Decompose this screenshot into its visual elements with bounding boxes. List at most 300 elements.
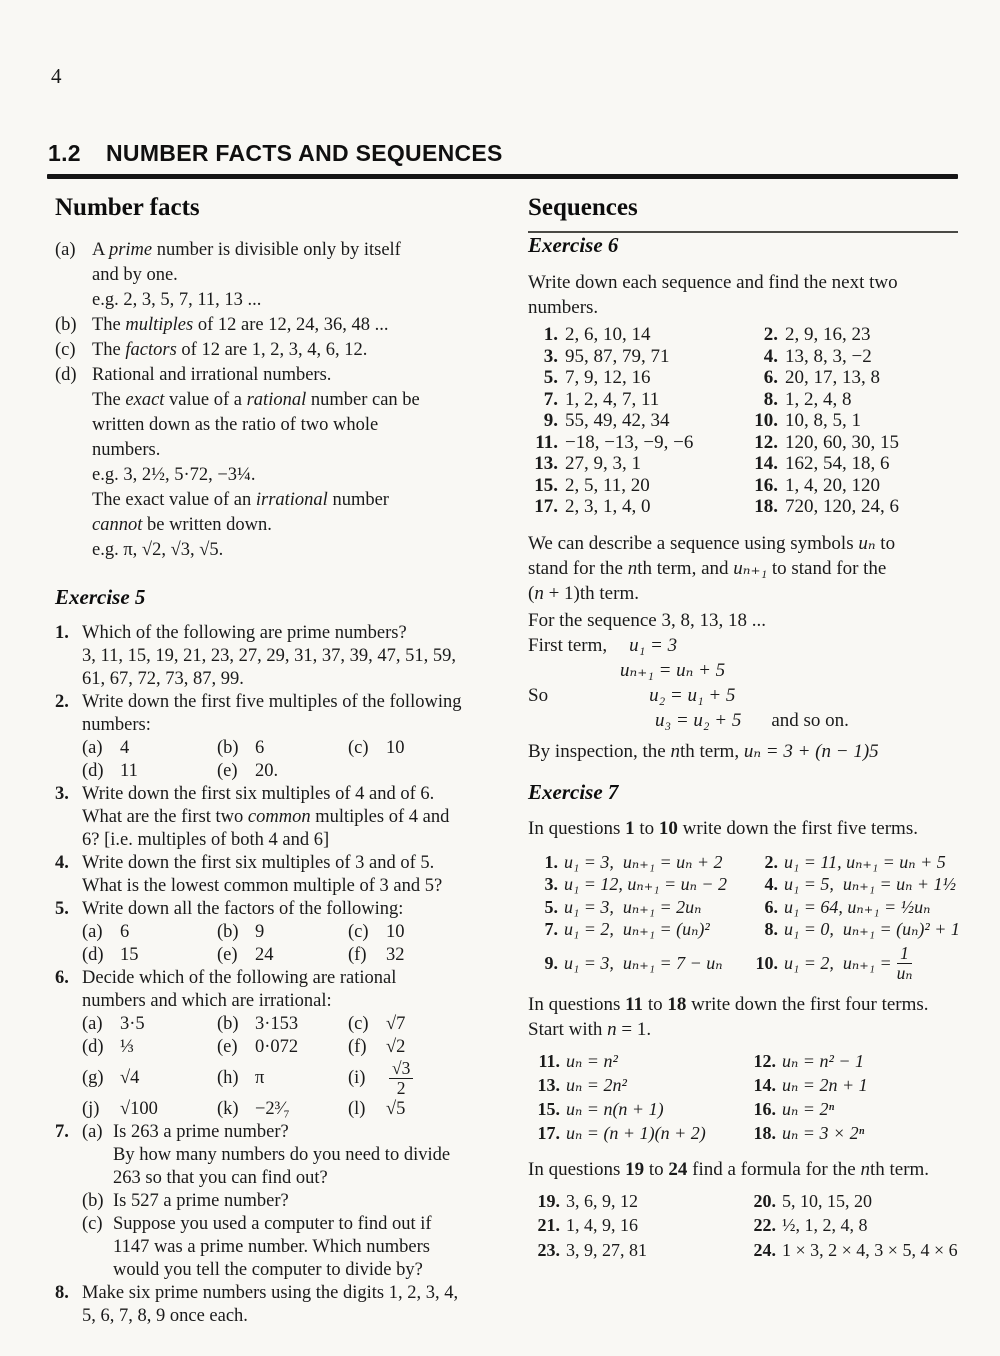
question-body [82,691,515,783]
question-body [82,967,515,1121]
question-4 [55,852,515,898]
text-segment: uₙ₊₁ [733,557,768,579]
text-segment: 19 [625,1158,645,1180]
option-label: (e) [217,945,238,965]
text-segment: 10 [658,817,678,839]
item-number: 5. [544,896,558,917]
item-label: (a) [55,240,76,260]
item-number: 12. [753,1050,776,1071]
question-body [82,898,515,967]
text-line [113,1167,515,1190]
sub-question-b [82,1190,515,1213]
formula: uₙ = 2n² [566,1074,627,1095]
text-line [92,238,515,263]
item-number: 11. [538,1050,560,1071]
exercise5-section [55,585,515,1328]
text-segment: th term, [679,740,744,762]
text-segment: value of a [164,390,247,410]
text-segment: stand for the [528,557,628,579]
sequence-values: 27, 9, 3, 1 [565,453,641,474]
option [217,1036,348,1059]
sequence-values: 120, 60, 30, 15 [785,431,899,453]
item-number: 19. [537,1190,560,1211]
text-segment: to [644,1158,669,1180]
option [348,1036,515,1059]
item-number: 16. [753,1098,776,1119]
text-line [113,1236,515,1259]
formula: u₁ = 5, uₙ₊₁ = uₙ + 1½ [784,874,957,894]
number-facts-heading: Number facts [55,194,200,221]
text-segment: to [875,532,896,554]
text-segment: n [860,1158,870,1180]
fraction-denominator: 2 [396,1078,406,1098]
text-line [82,875,515,898]
derivation-tail: and so on. [771,709,849,731]
text-segment: number is divisible only by itself [152,240,401,260]
options-grid [82,1013,515,1121]
section-number: 1.2 [48,140,81,166]
text-segment: prime [108,240,153,260]
derivation-line [528,708,964,733]
question-1 [55,622,515,691]
text-segment: We can describe a sequence using symbols [528,532,859,554]
options-grid [82,921,515,967]
option-value: π [255,1068,265,1088]
page-number: 4 [51,64,62,88]
item-number: 8. [763,388,778,410]
text-segment: numbers and which are irrational: [82,991,332,1011]
formula: uₙ = 2ⁿ [782,1098,835,1119]
option-label: (f) [348,1037,367,1057]
text-line [528,295,964,320]
exercise7-list-9-10 [528,944,964,983]
item-number: 3. [544,874,558,894]
item-number: 17. [534,496,558,517]
exercise7-heading: Exercise 7 [528,779,619,804]
item-number: 18. [754,496,778,517]
text-line [82,1282,515,1305]
sub-question-c [82,1213,515,1282]
formula: u₁ = 3, uₙ₊₁ = 2uₙ [564,896,702,917]
formula: uₙ = 3 × 2ⁿ [782,1122,865,1143]
text-segment: 11 [625,993,644,1015]
exercise7-intro-1 [528,816,964,841]
item-number: 16. [754,474,778,496]
text-line [528,556,964,581]
option-label: (b) [217,1014,239,1034]
exercise6-intro [528,270,964,320]
text-segment: 5, 6, 7, 8, 9 once each. [82,1306,248,1326]
option-label: (c) [348,922,369,942]
sub-question-body [113,1121,515,1190]
sequence-values: 5, 10, 15, 20 [782,1190,872,1211]
text-line [82,829,515,852]
exercise5-items [55,622,515,1328]
formula: u₁ = 64, uₙ₊₁ = ½uₙ [784,896,931,917]
text-segment: By inspection, the [528,740,671,762]
item-number: 20. [753,1190,776,1211]
sub-question-label: (b) [82,1191,104,1211]
question-3 [55,783,515,852]
text-segment: In questions [528,1158,626,1180]
item-number: 4. [764,874,778,894]
item-number: 13. [534,453,558,474]
text-segment: factors [125,340,177,360]
text-line [92,513,515,538]
text-segment: By how many numbers do you need to divide [113,1145,451,1165]
sequence-values: 7, 9, 12, 16 [565,367,651,388]
sequence-values: 162, 54, 18, 6 [785,453,890,474]
text-line [82,898,515,921]
item-number: 10. [754,410,778,431]
sequence-values: 720, 120, 24, 6 [785,496,899,517]
sub-question-a [82,1121,515,1190]
text-segment: What is the lowest common multiple of 3 and 5? [82,876,443,896]
text-segment: find a formula for the [687,1158,861,1180]
options-grid [82,737,515,783]
option-value: 0·072 [255,1037,299,1057]
option-label: (j) [82,1099,100,1119]
item-number: 18. [753,1122,776,1143]
sequence-values: 95, 87, 79, 71 [565,345,670,367]
sequence-values: 1, 4, 20, 120 [785,474,880,496]
sqrt3-over-2-fraction [389,1059,413,1098]
text-line [528,270,964,295]
text-line [113,1213,515,1236]
option-label: (i) [348,1068,366,1088]
question-6 [55,967,515,1121]
number-facts-item-b [55,313,515,338]
text-segment: Write down the first five multiples of the following [82,692,462,712]
text-segment: and by one. [92,265,178,285]
option-label: (e) [217,1037,238,1057]
text-segment: e.g. π, √2, √3, √5. [92,540,224,560]
sequence-values: 55, 49, 42, 34 [565,410,670,431]
text-segment: to stand for the [767,557,887,579]
text-line [528,581,964,606]
question-2 [55,691,515,783]
column-right [528,194,964,1262]
option-value: 10 [386,738,405,758]
question-body [82,1282,515,1328]
text-segment: th term. [869,1158,930,1180]
question-number: 5. [55,899,69,919]
question-body [82,622,515,691]
text-segment: Decide which of the following are rational [82,968,397,988]
option-label: (b) [217,922,239,942]
option-label: (d) [82,761,104,781]
text-line [82,990,515,1013]
option-value: √7 [386,1014,406,1034]
option-label: (e) [217,761,238,781]
item-number: 5. [543,367,558,388]
text-segment: Which of the following are prime numbers? [82,623,407,643]
item-number: 6. [763,367,778,388]
text-segment: common [247,807,311,827]
item-body [92,238,515,313]
option-value: 11 [120,761,138,781]
text-line [92,413,515,438]
text-segment: Write down the first six multiples of 3 and of 5. [82,853,435,873]
exercise7-intro-2b [528,1017,964,1042]
text-line [113,1259,515,1282]
text-segment: numbers. [528,297,599,318]
option-label: (c) [348,1014,369,1034]
derivation-label: First term, [528,634,608,656]
fraction-numerator: 1 [897,944,912,964]
item-number: 22. [753,1215,776,1235]
option-value: 10 [386,922,405,942]
text-segment: write down the first five terms. [677,817,918,839]
option [217,1013,348,1036]
symbols-paragraph [528,531,964,606]
formula-with-fraction [784,944,964,983]
text-line [82,806,515,829]
text-segment: multiples of 4 and [310,807,450,827]
question-body [82,783,515,852]
text-line [92,438,515,463]
text-segment: 18 [667,993,687,1015]
option-value: 32 [386,945,405,965]
option-value: 15 [120,945,139,965]
text-segment: e.g. 2, 3, 5, 7, 11, 13 ... [92,290,262,310]
option [348,921,515,944]
item-number: 23. [537,1239,560,1260]
option [82,760,217,783]
text-segment: 263 so that you can find out? [113,1168,328,1188]
text-segment: 61, 67, 72, 73, 87, 99. [82,669,244,689]
item-number: 1. [543,324,558,345]
exercise7-list-11-18 [528,1049,964,1145]
section-rule [47,174,958,179]
text-line [82,1305,515,1328]
text-line [92,313,515,338]
option [348,1098,515,1121]
item-number: 14. [754,453,778,474]
option-label: (k) [217,1099,239,1119]
sequence-values: 2, 6, 10, 14 [565,324,651,345]
text-segment: In questions [528,993,626,1015]
text-segment: of 12 are 1, 2, 3, 4, 6, 12. [176,340,368,360]
formula: u₃ = u₂ + 5 [655,709,742,731]
option [217,1067,348,1090]
option [82,944,217,967]
text-segment: rational [246,390,307,410]
text-segment: n [534,582,544,604]
derivation-conclusion [528,739,964,764]
option-label: (d) [82,945,104,965]
text-segment: numbers. [92,440,161,460]
text-segment: would you tell the computer to divide by? [113,1260,423,1280]
formula: uₙ = (n + 1)(n + 2) [566,1122,706,1143]
text-line [82,714,515,737]
text-segment: numbers: [82,715,151,735]
option-value: −2³⁄₇ [255,1099,290,1119]
derivation-line [528,683,964,708]
formula: uₙ₊₁ = uₙ + 5 [620,659,726,681]
option-label: (l) [348,1099,366,1119]
item-number: 10. [755,952,778,973]
sub-question-label: (a) [82,1122,103,1142]
option-value: 20. [255,761,279,781]
item-number: 7. [544,919,558,939]
text-segment: uₙ [858,532,876,554]
formula: u₁ = 12, uₙ₊₁ = uₙ − 2 [564,874,728,894]
option-value: √5 [386,1099,406,1119]
derivation-label: So [528,684,549,706]
question-number: 4. [55,853,69,873]
option-value: 6 [255,738,265,758]
formula: u₁ = 3 [629,634,678,656]
text-segment: written down as the ratio of two whole [92,415,379,435]
option-label: (d) [82,1037,104,1057]
text-segment: 6? [i.e. multiples of both 4 and 6] [82,830,330,850]
text-segment: = 1. [616,1018,652,1040]
option [217,737,348,760]
item-number: 2. [763,324,778,345]
item-number: 15. [534,474,558,496]
one-over-un-fraction [895,944,915,983]
option-label: (c) [348,738,369,758]
fraction-numerator: √3 [389,1059,413,1079]
text-segment: number [327,490,389,510]
text-line [82,691,515,714]
option [82,1098,217,1121]
derivation-line [528,658,964,683]
sequence-values: 1 × 3, 2 × 4, 3 × 5, 4 × 6 [782,1239,958,1260]
text-line [82,967,515,990]
text-segment: uₙ = 3 + (n − 1)5 [743,740,879,762]
number-facts-item-c [55,338,515,363]
option-value: √100 [120,1099,158,1119]
sub-question-label: (c) [82,1214,103,1234]
item-number: 11. [535,431,558,453]
formula: u₁ = 11, uₙ₊₁ = uₙ + 5 [784,851,946,872]
question-5 [55,898,515,967]
formula: u₁ = 2, uₙ₊₁ = [784,952,892,973]
sequence-values: 13, 8, 3, −2 [785,345,872,367]
text-segment: e.g. 3, 2½, 5·72, −3¼. [92,465,256,485]
question-7 [55,1121,515,1282]
item-number: 12. [754,431,778,453]
text-segment: 24 [668,1158,688,1180]
option-label: (a) [82,738,103,758]
option [82,921,217,944]
item-number: 17. [537,1122,560,1143]
text-line [113,1121,515,1144]
text-segment: 3, 11, 15, 19, 21, 23, 27, 29, 31, 37, 39, 47, 51, 59, [82,646,456,666]
text-segment: be written down. [142,515,272,535]
sequence-values: 20, 17, 13, 8 [785,367,880,388]
option-label: (a) [82,922,103,942]
text-segment: cannot [92,515,143,535]
option [82,737,217,760]
text-segment: 1147 was a prime number. Which numbers [113,1237,431,1257]
formula: uₙ = n(n + 1) [566,1098,664,1119]
text-segment: Write down all the factors of the following: [82,899,404,919]
text-line [92,263,515,288]
option-value: 9 [255,922,265,942]
text-line [92,463,515,488]
question-number: 6. [55,968,69,988]
item-number: 15. [537,1098,560,1119]
sequence-values: 1, 4, 9, 16 [566,1215,638,1235]
question-number: 2. [55,692,69,712]
text-segment: n [670,740,680,762]
text-segment: The exact value of an [92,490,256,510]
formula: u₁ = 2, uₙ₊₁ = (uₙ)² [564,919,710,939]
item-body [92,338,515,363]
text-line [92,488,515,513]
question-body [82,852,515,898]
question-number: 1. [55,623,69,643]
option-label: (g) [82,1068,104,1088]
formula: uₙ = 2n + 1 [782,1074,868,1095]
derivation-line: For the sequence 3, 8, 13, 18 ... [528,609,766,631]
text-segment: In questions [528,817,626,839]
derivation-block [528,608,964,764]
text-segment: n [607,1018,617,1040]
sequence-values: 1, 2, 4, 7, 11 [565,388,660,410]
sequence-values: 2, 9, 16, 23 [785,324,871,345]
sequence-values: 2, 3, 1, 4, 0 [565,496,651,517]
text-line [82,645,515,668]
exercise5-heading: Exercise 5 [55,585,146,609]
item-number: 13. [537,1074,560,1095]
item-body [92,313,515,338]
section-title: NUMBER FACTS AND SEQUENCES [106,140,503,166]
text-segment: 1 [625,817,635,839]
text-segment: irrational [255,490,328,510]
question-8 [55,1282,515,1328]
question-number: 3. [55,784,69,804]
text-line [82,622,515,645]
option-value: 3·5 [120,1014,145,1034]
text-segment: Rational and irrational numbers. [92,365,332,385]
question-body [82,1121,515,1282]
option [217,1098,348,1121]
sequence-values: 3, 9, 27, 81 [566,1239,647,1260]
text-segment: to [634,817,659,839]
item-label: (b) [55,315,77,335]
option [217,921,348,944]
item-number: 2. [764,851,778,872]
sequence-values: −18, −13, −9, −6 [565,431,694,453]
text-line [82,668,515,691]
option-label: (a) [82,1014,103,1034]
text-segment: Write down the first six multiples of 4 and of 6. [82,784,435,804]
option [82,1013,217,1036]
sequence-values: 3, 6, 9, 12 [566,1190,638,1211]
item-number: 9. [544,952,558,973]
exercise6-list [528,324,964,518]
option-sqrt3-over-2 [348,1059,515,1098]
sequences-heading: Sequences [528,194,638,221]
text-segment: exact [125,390,165,410]
formula: uₙ = n² − 1 [782,1050,864,1071]
item-number: 3. [543,345,558,367]
number-facts-item-a [55,238,515,313]
option-value: ⅓ [120,1037,134,1057]
option [217,760,348,783]
number-facts-list [55,238,515,563]
question-number: 8. [55,1283,69,1303]
fraction-denominator: uₙ [896,962,913,983]
sequence-values: 10, 8, 5, 1 [785,410,861,431]
text-line [92,338,515,363]
text-line [92,363,515,388]
formula: u₁ = 3, uₙ₊₁ = 7 − uₙ [564,952,723,973]
